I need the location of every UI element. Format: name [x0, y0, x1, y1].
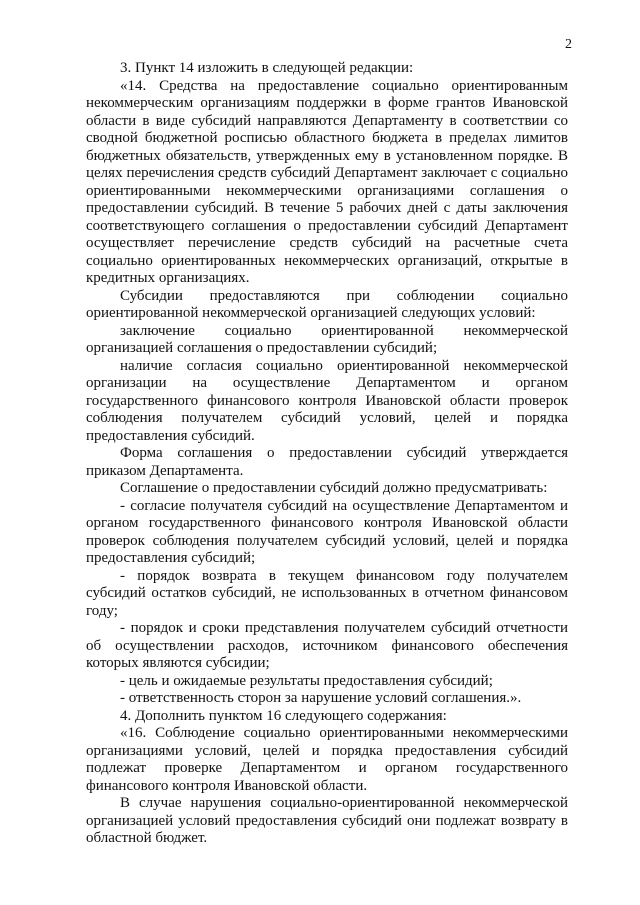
- paragraph-item-14-funds: «14. Средства на предоставление социально ориентированным некоммерческим организациям поддержки в форме грантов Ивановской области в виде субсидий направляются Департаменту в соответствии со сводной бюджетной росписью областного бюджета в пределах лимитов бюджетных обязательств, утвержденных ему в установленном порядке. В целях перечисления средств субсидий Департамент заключает с социально ориентированными некоммерческими организациями соглашения о предоставлении субсидий. В течение 5 рабочих дней с даты заключения соответствующего соглашения о предоставлении субсидий Департамент осуществляет перечисление средств субсидий на расчетные счета социально ориентированных некоммерческих организаций, открытые в кредитных организациях.: [86, 77, 568, 286]
- paragraph-condition-consent: наличие согласия социально ориентированной некоммерческой организации на осуществление Департаментом и органом государственного финансового контроля Ивановской области проверок соблюдения получателем субсидий условий, целей и порядка предоставления субсидий.: [86, 357, 568, 444]
- paragraph-item-4-heading: 4. Дополнить пунктом 16 следующего содержания:: [120, 707, 447, 724]
- paragraph-condition-agreement: заключение социально ориентированной некоммерческой организацией соглашения о предоставлении субсидий;: [86, 322, 568, 356]
- paragraph-conditions-intro: Субсидии предоставляются при соблюдении социально ориентированной некоммерческой организацией следующих условий:: [86, 287, 568, 321]
- list-item-goals: - цель и ожидаемые результаты предоставления субсидий;: [120, 672, 493, 689]
- list-item-return-procedure: - порядок возврата в текущем финансовом году получателем субсидий остатков субсидий, не использованных в отчетном финансовом году;: [86, 567, 568, 619]
- list-item-responsibility: - ответственность сторон за нарушение условий соглашения.».: [120, 690, 522, 706]
- paragraph-violation-return: В случае нарушения социально-ориентированной некоммерческой организацией условий предоставления субсидий они подлежат возврату в областной бюджет.: [86, 795, 568, 846]
- paragraph-item-3-heading: 3. Пункт 14 изложить в следующей редакции:: [120, 60, 414, 76]
- list-item-consent: - согласие получателя субсидий на осуществление Департаментом и органом государственного финансового контроля Ивановской области проверок соблюдения получателем субсидий условий, целей и порядка предоставления субсидий;: [86, 497, 568, 566]
- paragraph-agreement-form: Форма соглашения о предоставлении субсидий утверждается приказом Департамента.: [86, 445, 568, 479]
- list-item-reporting: - порядок и сроки представления получателем субсидий отчетности об осуществлении расходов, источником финансового обеспечения которых являются субсидии;: [86, 620, 568, 671]
- paragraph-agreement-content-intro: Соглашение о предоставлении субсидий должно предусматривать:: [120, 480, 548, 496]
- page-number: 2: [565, 37, 572, 52]
- document-body: [86, 60, 568, 848]
- paragraph-item-16-compliance: «16. Соблюдение социально ориентированными некоммерческими организациями условий, целей и порядка предоставления субсидий подлежат проверке Департаментом и органом государственного финансового контроля Ивановской области.: [86, 725, 568, 794]
